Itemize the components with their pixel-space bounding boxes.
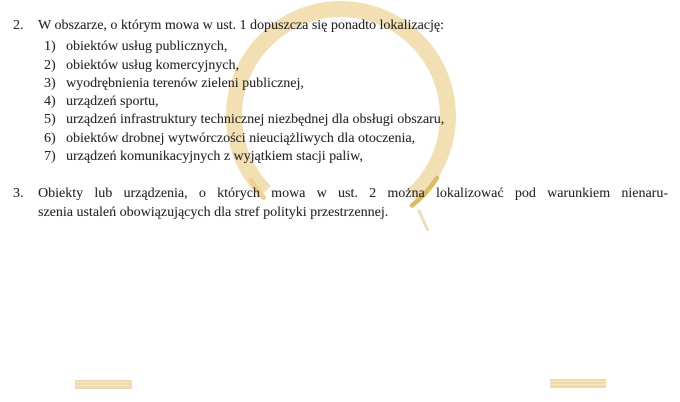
list-item-text: urządzeń infrastruktury technicznej niezbędnej dla obsługi obszaru,	[66, 112, 445, 128]
footer-mark-left	[75, 380, 132, 389]
list-item-text: obiektów usług publicznych,	[66, 39, 228, 55]
section-3-line-2: szenia ustaleń obowiązujących dla stref polityki przestrzennej.	[38, 204, 389, 220]
section-3-line-1: Obiekty lub urządzenia, o których mowa w ust. 2 można lokalizować pod warunkiem nienaru-	[38, 186, 668, 202]
list-item-number: 4)	[44, 94, 56, 110]
list-item-number: 6)	[44, 130, 56, 146]
list-item	[44, 148, 668, 166]
list-item	[44, 57, 668, 75]
list-item-number: 1)	[44, 39, 56, 55]
list-item-text: obiektów usług komercyjnych,	[66, 57, 240, 73]
section-2-item-list	[44, 38, 668, 166]
list-item-number: 2)	[44, 57, 56, 73]
list-item	[44, 111, 668, 129]
footer-mark-right	[550, 379, 606, 388]
section-intro-text: W obszarze, o którym mowa w ust. 1 dopuszcza się ponadto lokalizację:	[38, 18, 445, 33]
section-number: 2.	[13, 18, 24, 33]
list-item-text: wyodrębnienia terenów zieleni publicznej,	[66, 75, 304, 91]
list-item-text: urządzeń sportu,	[66, 94, 159, 110]
section-number: 3.	[13, 186, 24, 202]
list-item	[44, 38, 668, 56]
list-item	[44, 93, 668, 111]
list-item-number: 5)	[44, 112, 56, 128]
list-item-text: urządzeń komunikacyjnych z wyjątkiem stacji paliw,	[66, 149, 363, 165]
list-item	[44, 75, 668, 93]
document-text-block	[13, 17, 668, 222]
list-item-text: obiektów drobnej wytwórczości nieuciążliwych dla otoczenia,	[66, 130, 416, 146]
list-item	[44, 130, 668, 148]
section-3	[13, 185, 668, 222]
list-item-number: 3)	[44, 75, 56, 91]
list-item-number: 7)	[44, 149, 56, 165]
section-2-intro	[13, 17, 668, 35]
section-3-text	[38, 185, 668, 222]
